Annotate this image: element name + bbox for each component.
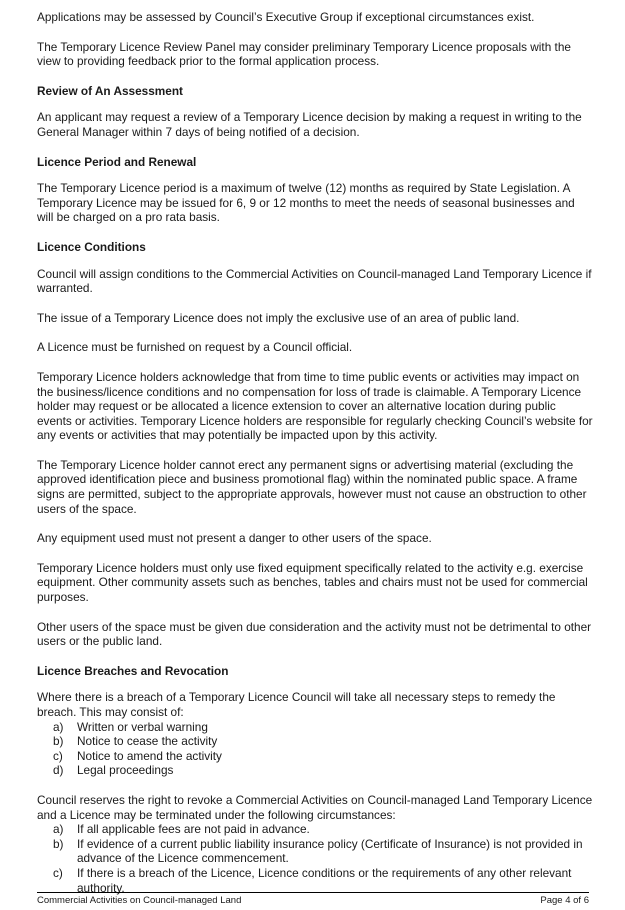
- document-page: [37, 10, 593, 910]
- footer-document-title: Commercial Activities on Council-managed Land: [37, 895, 242, 906]
- list-item: [37, 866, 593, 895]
- page-footer: [37, 892, 589, 907]
- paragraph: The Temporary Licence Review Panel may consider preliminary Temporary Licence proposals with the view to providing feedback prior to the formal application process.: [37, 39, 571, 69]
- list-item: [37, 822, 593, 837]
- list-marker: b): [53, 734, 64, 749]
- paragraph: The issue of a Temporary Licence does not imply the exclusive use of an area of public land.: [37, 310, 520, 325]
- section-heading-review: Review of An Assessment: [37, 83, 183, 98]
- list-item: [37, 720, 593, 735]
- paragraph: An applicant may request a review of a Temporary Licence decision by making a request in writing to the General Manager within 7 days of being notified of a decision.: [37, 110, 582, 139]
- list-item-text: Written or verbal warning: [77, 719, 208, 734]
- list-item: [37, 734, 593, 749]
- paragraph: Council will assign conditions to the Commercial Activities on Council-managed Land Temporary Licence if warranted.: [37, 266, 592, 296]
- paragraph: Temporary Licence holders must only use fixed equipment specifically related to the activity e.g. exercise equipment. Other community assets such as benches, tables and chairs must not be used for commercial purposes.: [37, 560, 588, 605]
- list-marker: b): [53, 836, 64, 851]
- list-item-text: If evidence of a current public liability insurance policy (Certificate of Insurance) is not provided in advance of the Licence commencement.: [77, 836, 583, 866]
- list-item-text: If there is a breach of the Licence, Licence conditions or the requirements of any other relevant authority.: [77, 865, 572, 895]
- paragraph: The Temporary Licence holder cannot erect any permanent signs or advertising material (excluding the approved identification piece and business promotional flag) within the nominated public space. A frame signs are permitted, subject to the appropriate approvals, however must not cause an obstruction to other users of the space.: [37, 457, 587, 516]
- paragraph: Any equipment used must not present a danger to other users of the space.: [37, 531, 432, 546]
- list-marker: a): [53, 719, 64, 734]
- paragraph: Temporary Licence holders acknowledge that from time to time public events or activities may impact on the business/licence conditions and no compensation for loss of trade is claimable. A Temporary Licence holder may request or be allocated a licence extension to cover an alternative location during public events or activities. Temporary Licence holders are responsible for regularly checking Council’s website for any events or activities that may potentially be impacted upon by this activity.: [37, 369, 593, 443]
- paragraph: Where there is a breach of a Temporary Licence Council will take all necessary steps to remedy the breach. This may consist of:: [37, 690, 556, 719]
- footer-page-number: Page 4 of 6: [540, 895, 589, 906]
- paragraph: Other users of the space must be given due consideration and the activity must not be detrimental to other users or the public land.: [37, 619, 592, 649]
- list-item-text: Legal proceedings: [77, 763, 174, 778]
- list-item: [37, 763, 593, 778]
- paragraph: The Temporary Licence period is a maximum of twelve (12) months as required by State Legislation. A Temporary Licence may be issued for 6, 9 or 12 months to meet the needs of seasonal businesses and will be charged on a pro rata basis.: [37, 181, 575, 225]
- list-item-text: If all applicable fees are not paid in advance.: [77, 822, 310, 837]
- list-item: [37, 837, 593, 866]
- remedy-list: [37, 720, 593, 778]
- termination-list: [37, 822, 593, 895]
- list-marker: c): [53, 865, 63, 880]
- list-item-text: Notice to amend the activity: [77, 748, 222, 763]
- paragraph: Council reserves the right to revoke a Commercial Activities on Council-managed Land Temporary Licence and a Licence may be terminated under the following circumstances:: [37, 792, 593, 822]
- list-item-text: Notice to cease the activity: [77, 734, 218, 749]
- paragraph: A Licence must be furnished on request by a Council official.: [37, 340, 353, 355]
- list-marker: d): [53, 763, 64, 778]
- section-heading-breaches: Licence Breaches and Revocation: [37, 663, 229, 678]
- section-heading-period: Licence Period and Renewal: [37, 154, 197, 169]
- section-heading-conditions: Licence Conditions: [37, 239, 146, 254]
- list-item: [37, 749, 593, 764]
- list-marker: c): [53, 748, 63, 763]
- paragraph: Applications may be assessed by Council’s Executive Group if exceptional circumstances exist.: [37, 10, 535, 24]
- list-marker: a): [53, 822, 64, 837]
